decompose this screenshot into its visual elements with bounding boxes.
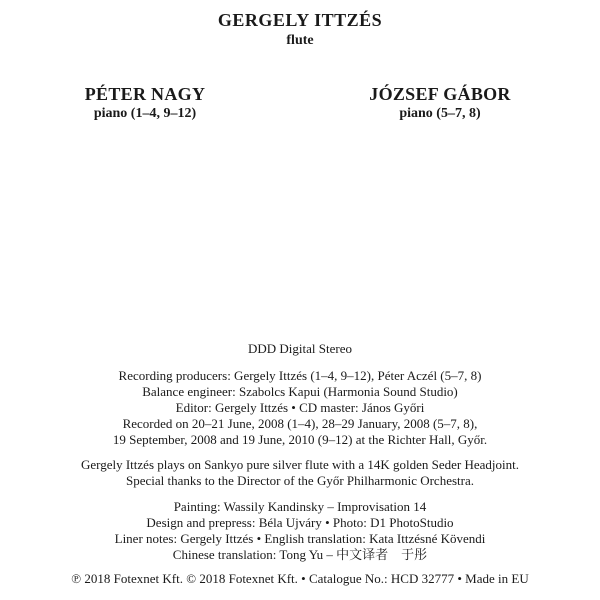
credit-line: Design and prepress: Béla Ujváry • Photo: D1 PhotoStudio [146,515,454,530]
credit-line: 19 September, 2008 and 19 June, 2010 (9–12) at the Richter Hall, Győr. [112,432,488,447]
recording-credits [0,368,600,448]
pianist-name: JÓZSEF GÁBOR [369,84,511,104]
credit-line: Balance engineer: Szabolcs Kapui (Harmonia Sound Studio) [142,384,458,399]
main-artist-instrument: flute [286,33,314,48]
pianist-instrument: piano (1–4, 9–12) [93,106,197,121]
credit-line: Recording producers: Gergely Ittzés (1–4, 9–12), Péter Aczél (5–7, 8) [118,368,482,383]
main-artist-name: GERGELY ITTZÉS [217,10,383,30]
credit-line: Painting: Wassily Kandinsky – Improvisation 14 [173,499,427,514]
credit-line: Liner notes: Gergely Ittzés • English translation: Kata Ittzésné Kövendi [114,531,486,546]
credit-line: Recorded on 20–21 June, 2008 (1–4), 28–29 January, 2008 (5–7, 8), [122,416,478,431]
instrument-notes [0,457,600,489]
artwork-credits [0,499,600,563]
credit-line: Special thanks to the Director of the Győr Philharmonic Orchestra. [125,473,474,488]
credit-line: Chinese translation: Tong Yu – 中文译者 于彤 [172,547,428,562]
credit-line: Gergely Ittzés plays on Sankyo pure silver flute with a 14K golden Seder Headjoint. [80,457,520,472]
format-label: DDD Digital Stereo [248,341,352,356]
credit-line: Editor: Gergely Ittzés • CD master: János Győri [175,400,425,415]
pianist-name: PÉTER NAGY [84,84,206,104]
pianist-instrument: piano (5–7, 8) [399,106,481,121]
copyright-footer: ℗ 2018 Fotexnet Kft. © 2018 Fotexnet Kft. • Catalogue No.: HCD 32777 • Made in EU [71,571,529,586]
